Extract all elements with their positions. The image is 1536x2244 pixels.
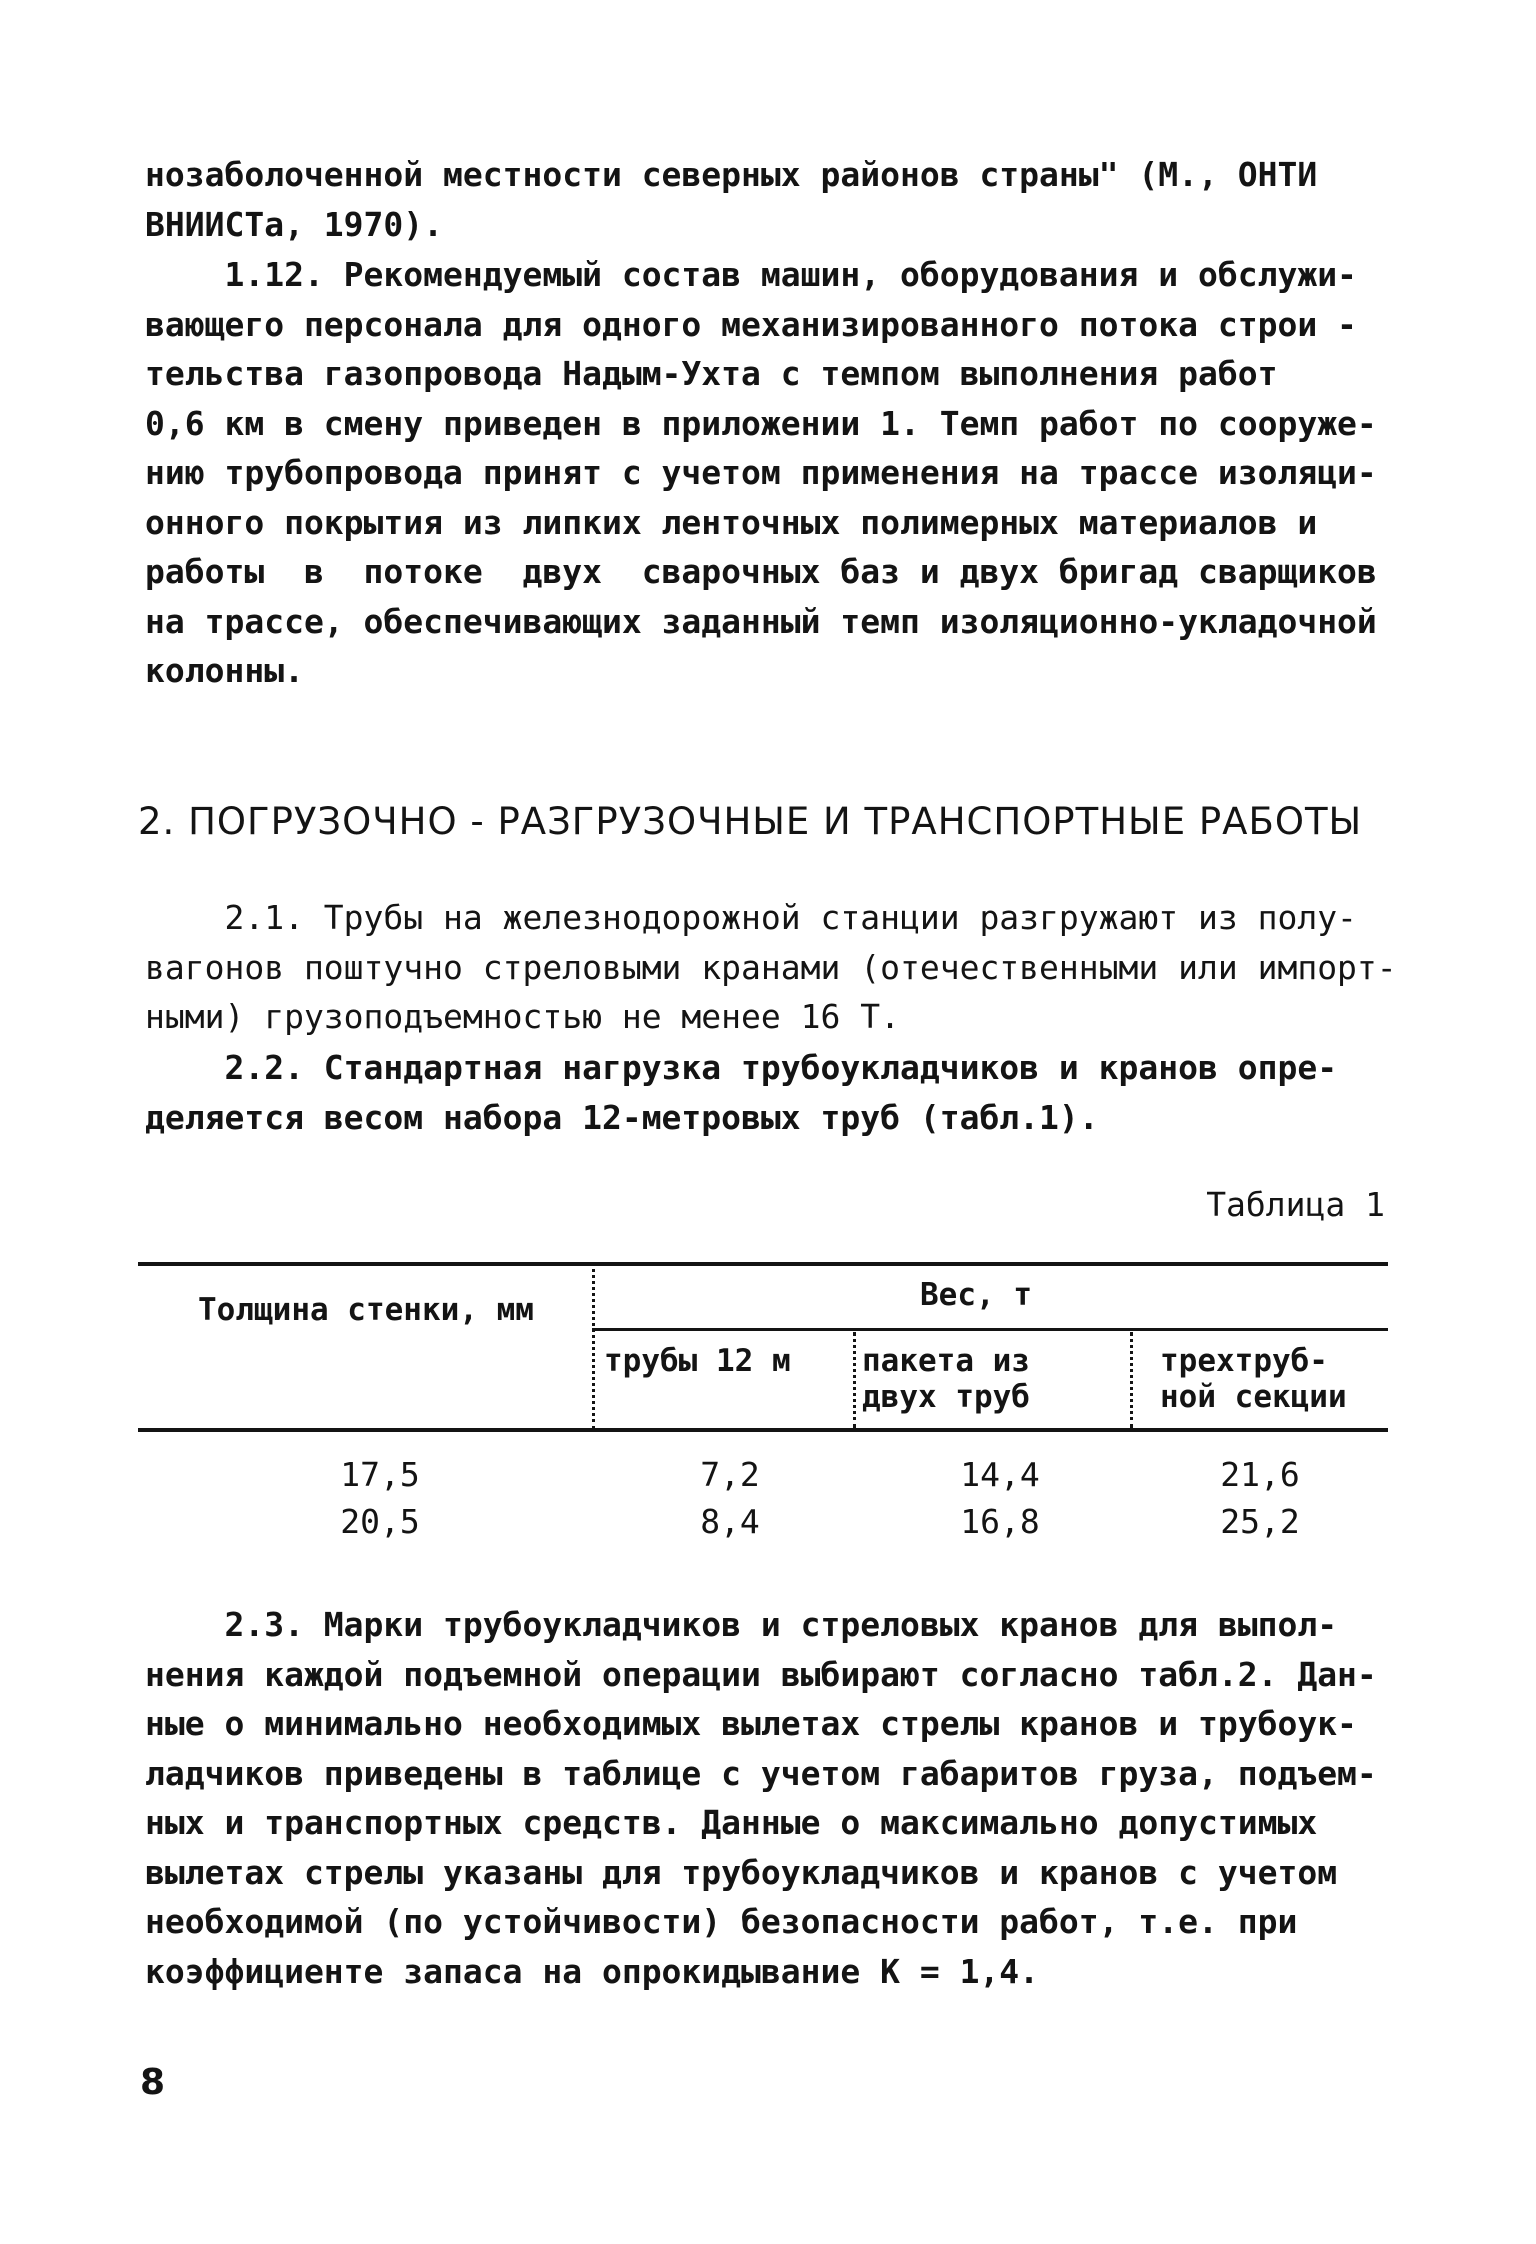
paragraph-2-2 xyxy=(145,1043,1390,1142)
text-line: колонны. xyxy=(145,651,304,690)
text-line: ВНИИСТа, 1970). xyxy=(145,204,444,244)
subheader-section: трехтруб- ной секции xyxy=(1160,1343,1347,1415)
cell-package-weight: 14,4 xyxy=(960,1455,1040,1494)
paragraph-1-12 xyxy=(145,250,1390,696)
text-line: нию трубопровода принят с учетом применения на трассе изоляци- xyxy=(145,453,1377,492)
text-line: 2.3. Марки трубоукладчиков и стреловых кранов для выпол- xyxy=(145,1605,1338,1644)
header-weight: Вес, т xyxy=(920,1277,1032,1313)
header-thickness: Толщина стенки, мм xyxy=(198,1292,534,1328)
table-top-rule xyxy=(138,1262,1388,1266)
text-line: 1.12. Рекомендуемый состав машин, оборудования и обслужи- xyxy=(145,255,1357,294)
text-line: вагонов поштучно стреловыми кранами (отечественными или импорт- xyxy=(145,947,1397,987)
table-header-rule xyxy=(138,1428,1388,1432)
text-line: деляется весом набора 12-метровых труб (табл.1). xyxy=(145,1097,1099,1137)
text-line: 0,6 км в смену приведен в приложении 1. Темп работ по сооруже- xyxy=(145,403,1377,443)
cell-pipe-weight: 7,2 xyxy=(700,1455,760,1494)
table-caption: Таблица 1 xyxy=(1206,1185,1385,1224)
text-line: ладчиков приведены в таблице с учетом габаритов груза, подъем- xyxy=(145,1753,1377,1793)
text-line: коэффициенте запаса на опрокидывание К = 1,4. xyxy=(145,1951,1040,1991)
text-line: вающего персонала для одного механизированного потока строи - xyxy=(145,304,1357,344)
text-line: онного покрытия из липких ленточных полимерных материалов и xyxy=(145,502,1318,542)
cell-section-weight: 21,6 xyxy=(1220,1455,1300,1494)
text-line: на трассе, обеспечивающих заданный темп изоляционно-укладочной xyxy=(145,601,1377,641)
text-line: тельства газопровода Надым-Ухта с темпом выполнения работ xyxy=(145,354,1278,393)
paragraph-2-3 xyxy=(145,1600,1390,1996)
column-divider xyxy=(592,1262,595,1430)
column-divider xyxy=(853,1332,856,1428)
cell-pipe-weight: 8,4 xyxy=(700,1502,760,1541)
cell-section-weight: 25,2 xyxy=(1220,1502,1300,1541)
text-line: работы в потоке двух сварочных баз и двух бригад сварщиков xyxy=(145,552,1377,591)
text-line: ные о минимально необходимых вылетах стрелы кранов и трубоук- xyxy=(145,1704,1357,1743)
cell-thickness: 20,5 xyxy=(340,1502,420,1541)
subheader-pipe: трубы 12 м xyxy=(604,1343,791,1379)
text-line: ными) грузоподъемностью не менее 16 Т. xyxy=(145,997,900,1036)
cell-package-weight: 16,8 xyxy=(960,1502,1040,1541)
text-line: необходимой (по устойчивости) безопасности работ, т.е. при xyxy=(145,1902,1298,1941)
paragraph-continued xyxy=(145,150,1390,249)
section-heading: 2. ПОГРУЗОЧНО - РАЗГРУЗОЧНЫЕ И ТРАНСПОРТНЫЕ РАБОТЫ xyxy=(138,800,1363,843)
text-line: 2.1. Трубы на железнодорожной станции разгружают из полу- xyxy=(145,898,1357,937)
cell-thickness: 17,5 xyxy=(340,1455,420,1494)
text-line: нения каждой подъемной операции выбирают согласно табл.2. Дан- xyxy=(145,1654,1377,1694)
text-line: нозаболоченной местности северных районов страны" (М., ОНТИ xyxy=(145,155,1318,194)
text-line: ных и транспортных средств. Данные о максимально допустимых xyxy=(145,1803,1318,1842)
column-divider xyxy=(1130,1332,1133,1428)
table-subheader-rule xyxy=(592,1328,1388,1331)
page-number: 8 xyxy=(140,2062,166,2103)
paragraph-2-1 xyxy=(145,893,1397,1042)
text-line: 2.2. Стандартная нагрузка трубоукладчиков и кранов опре- xyxy=(145,1048,1338,1087)
subheader-package: пакета из двух труб xyxy=(862,1343,1030,1415)
text-line: вылетах стрелы указаны для трубоукладчиков и кранов с учетом xyxy=(145,1852,1338,1892)
